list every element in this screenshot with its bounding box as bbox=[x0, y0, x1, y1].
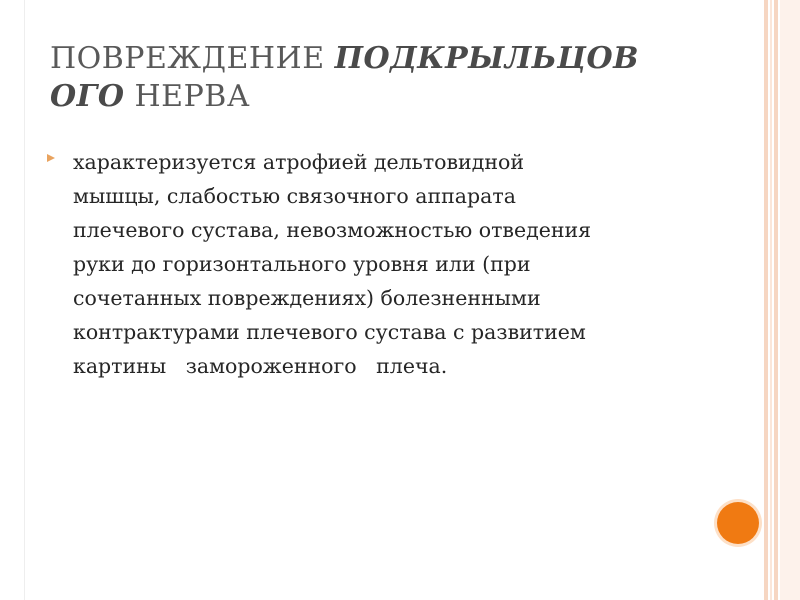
right-decorative-border bbox=[764, 0, 800, 600]
orange-circle-icon bbox=[713, 498, 763, 548]
bullet-line: сочетанных повреждениях) болезненными bbox=[73, 286, 541, 310]
title-part-4: НЕРВА bbox=[124, 79, 251, 114]
bullet-line: картины замороженного плеча. bbox=[73, 354, 448, 378]
bullet-line: характеризуется атрофией дельтовидной bbox=[73, 150, 525, 174]
left-divider-line bbox=[24, 0, 25, 600]
slide-title bbox=[50, 40, 740, 116]
bullet-text bbox=[73, 145, 696, 383]
orange-bullet-icon bbox=[46, 153, 56, 163]
bullet-line: руки до горизонтального уровня или (при bbox=[73, 252, 531, 276]
title-part-3: ОГО bbox=[50, 79, 125, 114]
bullet-line: мышцы, слабостью связочного аппарата bbox=[73, 184, 516, 208]
slide-content bbox=[46, 145, 696, 383]
bullet-line: контрактурами плечевого сустава с развитием bbox=[73, 320, 586, 344]
bullet-item bbox=[46, 145, 696, 383]
title-part-2: ПОДКРЫЛЬЦОВ bbox=[334, 41, 639, 76]
bullet-line: плечевого сустава, невозможностью отведения bbox=[73, 218, 592, 242]
title-part-1: ПОВРЕЖДЕНИЕ bbox=[50, 41, 335, 76]
